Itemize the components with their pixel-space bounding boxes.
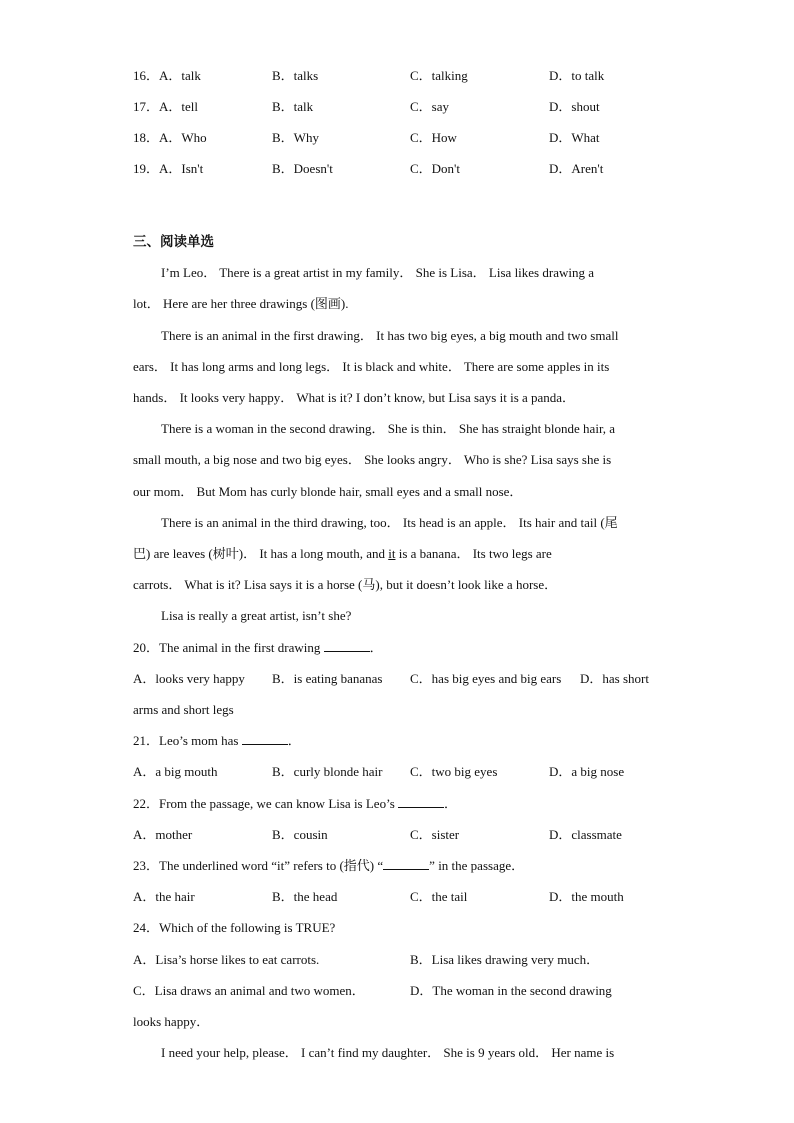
passage-line: lot． Here are her three drawings (图画). bbox=[133, 296, 349, 311]
option-d: D．has short bbox=[580, 671, 649, 686]
question-22-stem: 22．From the passage, we can know Lisa is Leo’s ． bbox=[133, 796, 458, 811]
option-d: D．What bbox=[549, 130, 600, 145]
question-19 bbox=[133, 159, 663, 179]
option-b: B．Doesn't bbox=[272, 161, 333, 176]
option-d: D．classmate bbox=[549, 827, 622, 842]
question-22-options bbox=[133, 825, 663, 845]
option-a: A．looks very happy bbox=[133, 671, 245, 686]
passage-line: There is an animal in the third drawing, too． Its head is an apple． Its hair and tail (尾 bbox=[161, 515, 618, 530]
option-a: 19．A．Isn't bbox=[133, 161, 204, 176]
passage-line bbox=[133, 544, 663, 564]
passage-line: our mom． But Mom has curly blonde hair, small eyes and a small nose． bbox=[133, 484, 523, 499]
option-d: D．to talk bbox=[549, 68, 605, 83]
passage-text: is a banana． Its two legs are bbox=[395, 546, 552, 561]
section-title: 三、阅读单选 bbox=[133, 234, 214, 249]
option-a: 16．A．talk bbox=[133, 68, 201, 83]
option-c: C．sister bbox=[410, 827, 460, 842]
option-c: C．Lisa draws an animal and two women． bbox=[133, 983, 365, 998]
option-c: C．talking bbox=[410, 68, 468, 83]
option-c: C．say bbox=[410, 99, 450, 114]
question-16 bbox=[133, 66, 663, 86]
passage-line: hands． It looks very happy． What is it? I don’t know, but Lisa says it is a panda． bbox=[133, 390, 576, 405]
option-b: B．Lisa likes drawing very much． bbox=[410, 952, 600, 967]
option-c: C．two big eyes bbox=[410, 764, 498, 779]
option-b: B．the head bbox=[272, 889, 338, 904]
passage-line: There is an animal in the first drawing． It has two big eyes, a big mouth and two small bbox=[161, 328, 619, 343]
option-b: B．talks bbox=[272, 68, 319, 83]
question-20-options bbox=[133, 669, 663, 689]
question-24-stem: 24．Which of the following is TRUE? bbox=[133, 920, 336, 935]
question-21-stem: 21．Leo’s mom has ． bbox=[133, 733, 301, 748]
answer-blank[interactable] bbox=[383, 858, 429, 870]
question-24-options-cd bbox=[133, 981, 663, 1001]
option-c: C．Don't bbox=[410, 161, 461, 176]
option-d-continued: arms and short legs bbox=[133, 702, 234, 717]
option-d: D．shout bbox=[549, 99, 600, 114]
underlined-word: it bbox=[388, 546, 396, 561]
question-20-stem: 20．The animal in the first drawing ． bbox=[133, 640, 383, 655]
passage-line: There is a woman in the second drawing． She is thin． She has straight blonde hair, a bbox=[161, 421, 616, 436]
question-17 bbox=[133, 97, 663, 117]
question-18 bbox=[133, 128, 663, 148]
option-a: A．the hair bbox=[133, 889, 195, 904]
option-a: A．Lisa’s horse likes to eat carrots. bbox=[133, 952, 320, 967]
passage-line: small mouth, a big nose and two big eyes． She looks angry． Who is she? Lisa says she is bbox=[133, 452, 612, 467]
option-d: D．Aren't bbox=[549, 161, 604, 176]
option-a: A．mother bbox=[133, 827, 193, 842]
option-d: D．The woman in the second drawing bbox=[410, 983, 612, 998]
question-23-stem: 23．The underlined word “it” refers to (指代) “ ” in the passage． bbox=[133, 858, 525, 873]
option-c: C．How bbox=[410, 130, 457, 145]
option-b: B．talk bbox=[272, 99, 314, 114]
answer-blank[interactable] bbox=[324, 640, 370, 652]
option-d: D．the mouth bbox=[549, 889, 624, 904]
option-c: C．the tail bbox=[410, 889, 468, 904]
passage-line: carrots． What is it? Lisa says it is a horse (马), but it doesn’t look like a horse． bbox=[133, 577, 558, 592]
next-passage-line: I need your help, please． I can’t find my daughter． She is 9 years old． Her name is bbox=[161, 1045, 615, 1060]
passage-line: Lisa is really a great artist, isn’t she? bbox=[161, 608, 352, 623]
passage-line: I’m Leo． There is a great artist in my family． She is Lisa． Lisa likes drawing a bbox=[161, 265, 594, 280]
option-b: B．curly blonde hair bbox=[272, 764, 383, 779]
answer-blank[interactable] bbox=[398, 796, 444, 808]
passage-text: 巴) are leaves (树叶)． It has a long mouth, and bbox=[133, 546, 389, 561]
answer-blank[interactable] bbox=[242, 733, 288, 745]
option-c: C．has big eyes and big ears bbox=[410, 671, 562, 686]
option-a: A．a big mouth bbox=[133, 764, 218, 779]
option-b: B．is eating bananas bbox=[272, 671, 383, 686]
option-b: B．Why bbox=[272, 130, 319, 145]
passage-line: ears． It has long arms and long legs． It is black and white． There are some apples in its bbox=[133, 359, 610, 374]
option-a: 17．A．tell bbox=[133, 99, 199, 114]
question-24-options-ab bbox=[133, 950, 663, 970]
question-21-options bbox=[133, 762, 663, 782]
option-d-continued: looks happy． bbox=[133, 1014, 210, 1029]
question-23-options bbox=[133, 887, 663, 907]
option-d: D．a big nose bbox=[549, 764, 625, 779]
option-a: 18．A．Who bbox=[133, 130, 207, 145]
option-b: B．cousin bbox=[272, 827, 328, 842]
